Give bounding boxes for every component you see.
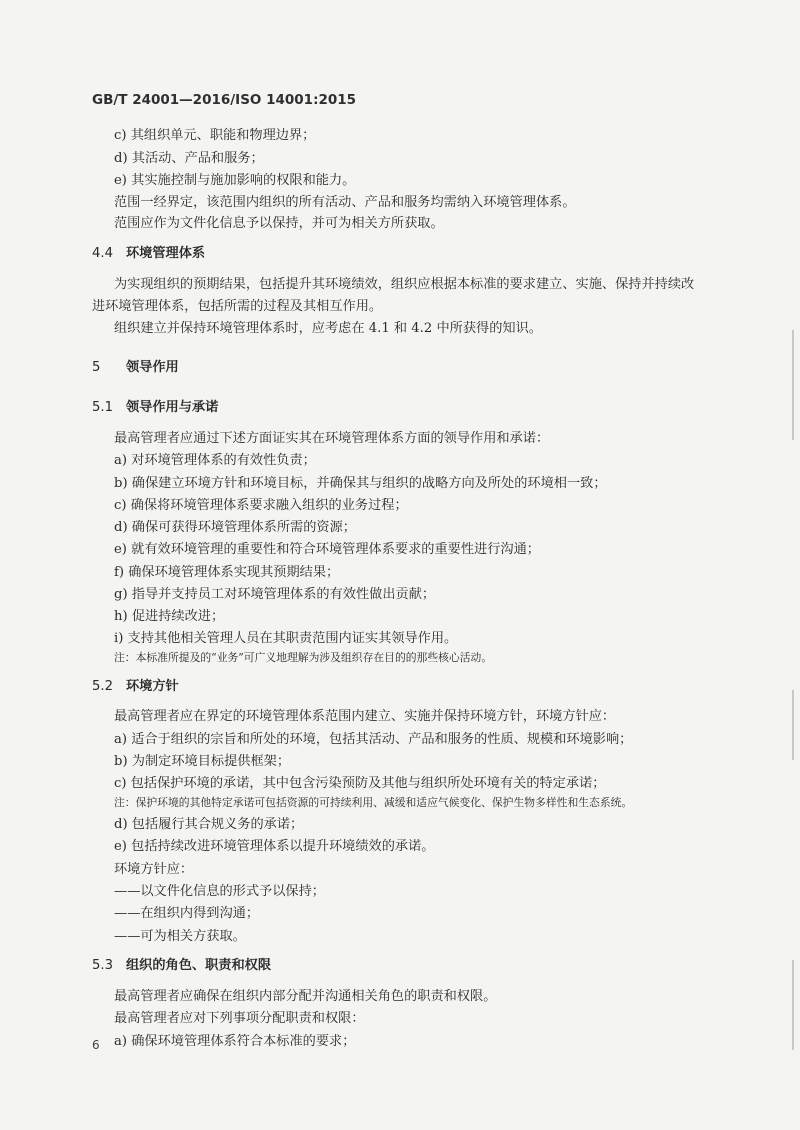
paragraph-ems-knowledge: 组织建立并保持环境管理体系时，应考虑在 4.1 和 4.2 中所获得的知识。 <box>114 321 542 336</box>
paragraph-leadership-intro: 最高管理者应通过下述方面证实其在环境管理体系方面的领导作用和承诺： <box>114 431 550 446</box>
list-item-d-leadership: d) 确保可获得环境管理体系所需的资源； <box>114 520 356 535</box>
list-item-e-leadership: e) 就有效环境管理的重要性和符合环境管理体系要求的重要性进行沟通； <box>114 542 540 557</box>
section-number: 5.3 <box>92 958 113 973</box>
paragraph-policy-intro: 最高管理者应在界定的环境管理体系范围内建立、实施并保持环境方针，环境方针应： <box>114 709 616 724</box>
section-heading-5-3 <box>92 957 271 975</box>
list-item-a-policy: a) 适合于组织的宗旨和所处的环境，包括其活动、产品和服务的性质、规模和环境影响； <box>114 732 633 747</box>
section-title: 组织的角色、职责和权限 <box>126 958 272 973</box>
section-number: 4.4 <box>92 246 113 261</box>
section-number: 5.2 <box>92 679 113 694</box>
section-title: 环境方针 <box>126 679 179 694</box>
list-item-e-scope: e) 其实施控制与施加影响的权限和能力。 <box>114 173 356 188</box>
page-number: 6 <box>92 1038 100 1052</box>
section-heading-5-1 <box>92 399 218 417</box>
section-number: 5.1 <box>92 400 113 415</box>
section-heading-4-4 <box>92 245 205 263</box>
section-number: 5 <box>92 360 101 375</box>
scan-edge-shadow <box>792 960 794 1050</box>
standard-header: GB/T 24001—2016/ISO 14001:2015 <box>92 92 357 108</box>
list-item-b-leadership: b) 确保建立环境方针和环境目标，并确保其与组织的战略方向及所处的环境相一致； <box>114 476 607 491</box>
dash-item-documented: ——以文件化信息的形式予以保持； <box>114 884 325 899</box>
dash-item-available: ——可为相关方获取。 <box>114 929 246 944</box>
list-item-h-leadership: h) 促进持续改进； <box>114 609 225 624</box>
dash-item-communicated: ——在组织内得到沟通； <box>114 906 260 921</box>
section-title: 领导作用与承诺 <box>126 400 219 415</box>
paragraph-ems-intro: 为实现组织的预期结果，包括提升其环境绩效，组织应根据本标准的要求建立、实施、保持并持续改 <box>114 277 695 292</box>
note-business: 注：本标准所提及的“业务”可广义地理解为涉及组织存在目的的那些核心活动。 <box>114 651 493 664</box>
paragraph-policy-shall: 环境方针应： <box>114 862 194 877</box>
list-item-c-scope: c) 其组织单元、职能和物理边界； <box>114 128 316 143</box>
list-item-g-leadership: g) 指导并支持员工对环境管理体系的有效性做出贡献； <box>114 587 436 602</box>
note-environment-commitments: 注：保护环境的其他特定承诺可包括资源的可持续利用、减缓和适应气候变化、保护生物多样性和生态系统。 <box>114 796 633 809</box>
paragraph-roles-intro: 最高管理者应确保在组织内部分配并沟通相关角色的职责和权限。 <box>114 989 497 1004</box>
list-item-d-policy: d) 包括履行其合规义务的承诺； <box>114 817 304 832</box>
section-title: 领导作用 <box>126 360 179 375</box>
list-item-f-leadership: f) 确保环境管理体系实现其预期结果； <box>114 565 340 580</box>
list-item-c-policy: c) 包括保护环境的承诺，其中包含污染预防及其他与组织所处环境有关的特定承诺； <box>114 776 606 791</box>
paragraph-scope-documented: 范围应作为文件化信息予以保持，并可为相关方所获取。 <box>114 216 444 231</box>
list-item-c-leadership: c) 确保将环境管理体系要求融入组织的业务过程； <box>114 498 408 513</box>
paragraph-ems-intro-cont: 进环境管理体系，包括所需的过程及其相互作用。 <box>92 299 383 314</box>
list-item-a-roles: a) 确保环境管理体系符合本标准的要求； <box>114 1034 356 1049</box>
list-item-e-policy: e) 包括持续改进环境管理体系以提升环境绩效的承诺。 <box>114 839 435 854</box>
scan-edge-shadow <box>792 330 794 440</box>
list-item-a-leadership: a) 对环境管理体系的有效性负责； <box>114 453 316 468</box>
list-item-d-scope: d) 其活动、产品和服务； <box>114 151 264 166</box>
list-item-b-policy: b) 为制定环境目标提供框架； <box>114 754 291 769</box>
paragraph-scope-defined: 范围一经界定，该范围内组织的所有活动、产品和服务均需纳入环境管理体系。 <box>114 195 576 210</box>
section-title: 环境管理体系 <box>126 246 206 261</box>
section-heading-5 <box>92 359 179 377</box>
section-heading-5-2 <box>92 678 179 696</box>
scan-edge-shadow <box>792 690 794 760</box>
list-item-i-leadership: i) 支持其他相关管理人员在其职责范围内证实其领导作用。 <box>114 631 458 646</box>
paragraph-roles-assign: 最高管理者应对下列事项分配职责和权限： <box>114 1011 365 1026</box>
